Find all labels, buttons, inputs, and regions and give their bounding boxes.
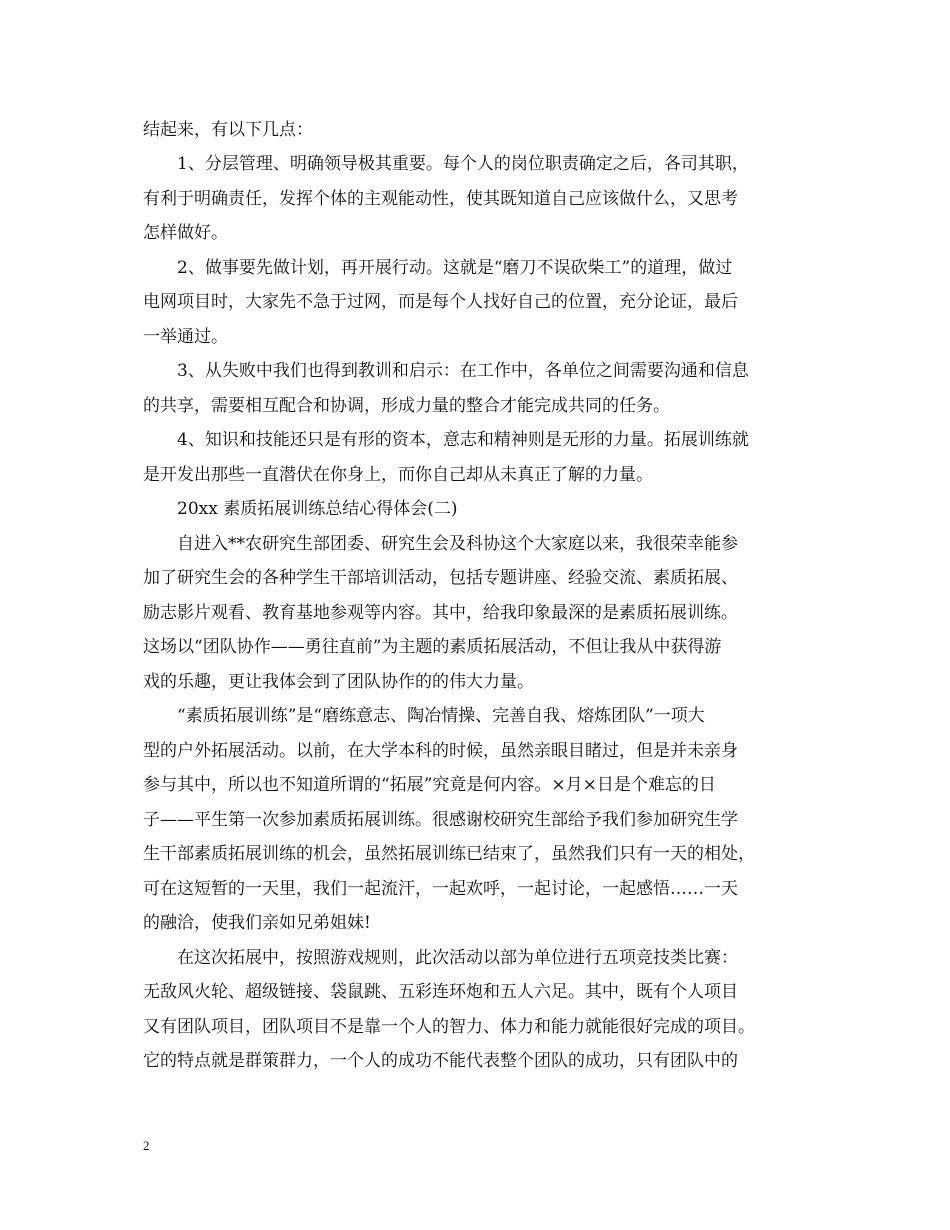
text-line: “素质拓展训练”是“磨练意志、陶冶情操、完善自我、熔炼团队”一项大 xyxy=(177,706,705,726)
text-line: 是开发出那些一直潜伏在你身上，而你自己却从未真正了解的力量。 xyxy=(143,465,653,485)
text-line: 励志影片观看、教育基地参观等内容。其中，给我印象最深的是素质拓展训练。 xyxy=(143,603,738,623)
text-line: 4、知识和技能还只是有形的资本，意志和精神则是无形的力量。拓展训练就 xyxy=(177,430,749,450)
page-number: 2 xyxy=(143,1138,150,1153)
text-line: 加了研究生会的各种学生干部培训活动，包括专题讲座、经验交流、素质拓展、 xyxy=(143,568,738,588)
text-line: 无敌风火轮、超级链接、袋鼠跳、五彩连环炮和五人六足。其中，既有个人项目 xyxy=(143,982,738,1002)
text-line: 戏的乐趣，更让我体会到了团队协作的的伟大力量。 xyxy=(143,672,534,692)
text-line: 这场以“团队协作——勇往直前”为主题的素质拓展活动，不但让我从中获得游 xyxy=(143,637,722,657)
text-line: 2、做事要先做计划，再开展行动。这就是“磨刀不误砍柴工”的道理，做过 xyxy=(177,258,733,278)
text-line: 3、从失败中我们也得到教训和启示：在工作中，各单位之间需要沟通和信息 xyxy=(177,361,749,381)
text-line: 结起来，有以下几点： xyxy=(143,120,313,140)
text-line: 型的户外拓展活动。以前，在大学本科的时候，虽然亲眼目睹过，但是并未亲身 xyxy=(143,741,738,761)
text-line: 有利于明确责任，发挥个体的主观能动性，使其既知道自己应该做什么，又思考 xyxy=(143,189,738,209)
text-line: 的融洽，使我们亲如兄弟姐妹! xyxy=(143,913,371,933)
text-line: 生干部素质拓展训练的机会，虽然拓展训练已结束了，虽然我们只有一天的相处， xyxy=(143,844,755,864)
text-line: 子——平生第一次参加素质拓展训练。很感谢校研究生部给予我们参加研究生学 xyxy=(143,810,738,830)
text-line: 自进入**农研究生部团委、研究生会及科协这个大家庭以来，我很荣幸能参 xyxy=(177,534,738,554)
text-line: 又有团队项目，团队项目不是靠一个人的智力、体力和能力就能很好完成的项目。 xyxy=(143,1017,755,1037)
text-line: 在这次拓展中，按照游戏规则，此次活动以部为单位进行五项竞技类比赛： xyxy=(177,948,738,968)
text-line: 1、分层管理、明确领导极其重要。每个人的岗位职责确定之后，各司其职， xyxy=(177,154,749,174)
text-line: 电网项目时，大家先不急于过网，而是每个人找好自己的位置，充分论证，最后 xyxy=(143,292,738,312)
text-line: 的共享，需要相互配合和协调，形成力量的整合才能完成共同的任务。 xyxy=(143,396,670,416)
text-line: 它的特点就是群策群力，一个人的成功不能代表整个团队的成功，只有团队中的 xyxy=(143,1051,738,1071)
text-line: 怎样做好。 xyxy=(143,223,228,243)
text-line: 一举通过。 xyxy=(143,327,228,347)
text-line: 可在这短暂的一天里，我们一起流汗，一起欢呼，一起讨论，一起感悟……一天 xyxy=(143,879,738,899)
text-line: 参与其中，所以也不知道所谓的“拓展”究竟是何内容。×月×日是个难忘的日 xyxy=(143,775,716,795)
section-heading: 20xx 素质拓展训练总结心得体会(二) xyxy=(177,499,458,519)
